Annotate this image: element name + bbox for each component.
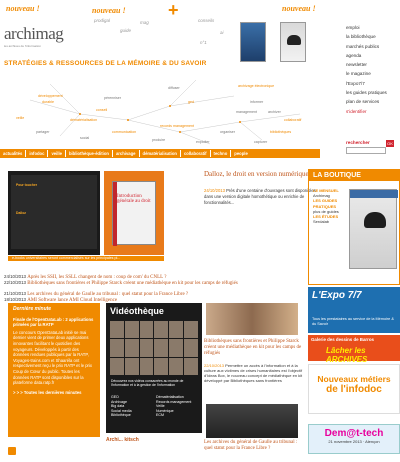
featured-date: 24/10/2013 — [204, 188, 225, 193]
video-keyword[interactable]: Big data — [111, 404, 125, 409]
article-title[interactable]: Bibliothèques sans frontières et Philippe Starck créent une médiathèque en kit pour les camps de réfugiés — [204, 339, 302, 356]
nav-item-techno[interactable]: techno — [211, 150, 232, 157]
demat-title: Dem@t-tech — [324, 428, 384, 439]
diagram-label[interactable]: durable — [42, 100, 54, 104]
video-thumbnail[interactable] — [169, 358, 183, 375]
diagram-label[interactable]: exploiter — [196, 140, 210, 144]
right-menu-item-magazine[interactable]: le magazine — [346, 71, 371, 77]
boutique-item[interactable]: plus de guides — [313, 208, 339, 214]
news-title[interactable]: Après les SSII, les SSLL changent de nom : coup de com' du CNLL ? — [27, 275, 167, 280]
article-image[interactable] — [206, 303, 298, 335]
diagram-label[interactable]: veille — [16, 116, 25, 120]
diagram-label[interactable]: conseil — [96, 108, 108, 112]
nav-item-veille[interactable]: veille — [48, 150, 65, 157]
derniere-subtitle[interactable]: Finale de l'OpenDataLab : 2 applications primées par la RATP — [13, 316, 94, 328]
right-menu-item-bibliotheque[interactable]: la bibliothèque — [346, 34, 376, 40]
videotheque-keywords — [111, 395, 197, 418]
video-thumbnail[interactable] — [184, 339, 198, 356]
video-thumbnail[interactable] — [154, 358, 168, 375]
diagram-label[interactable]: archiver — [268, 110, 281, 114]
news-title[interactable]: Bibliothèques sans frontières et Philippe Starck créent une médiathèque en kit pour les camps de réfugiés — [27, 281, 238, 286]
section-caption[interactable]: Archi... kitsch — [106, 437, 139, 443]
header-tag: mag — [140, 20, 149, 25]
metiers-banner[interactable] — [308, 364, 400, 414]
nav-item-bibliotheque-edition[interactable]: bibliothèque-édition — [66, 150, 113, 157]
right-menu-item-agenda[interactable]: agenda — [346, 52, 362, 58]
boutique-cover[interactable] — [349, 189, 397, 269]
expo-subtitle: Tous les prestataires au service de la Mémoire & du Savoir — [312, 317, 394, 326]
diagram-label[interactable]: bibliothèques — [270, 130, 292, 134]
video-keyword[interactable]: Archivage — [111, 399, 127, 404]
featured-body: Près d'une centaine d'ouvrages sont disponibles dans une version digitale homothétique ou enrichie de fonctionnalités... — [204, 188, 316, 205]
diagram-label[interactable]: pérenniser — [104, 96, 121, 100]
article-image[interactable] — [206, 404, 298, 438]
header-tag: guide — [120, 28, 132, 33]
search-button[interactable]: OK — [387, 141, 393, 146]
nav-item-collaboratif[interactable]: collaboratif — [181, 150, 211, 157]
diagram-label[interactable]: diffuser — [168, 86, 180, 90]
book-spine — [113, 182, 117, 246]
header-tag: prodigal — [94, 18, 111, 23]
nouveau-badge-3: nouveau ! — [282, 4, 316, 13]
video-keyword[interactable]: Dématérialisation — [156, 395, 184, 399]
right-menu-item-emploi[interactable]: emploi — [346, 25, 360, 30]
article-date: 22/10/2013 — [204, 363, 225, 368]
diagram-label[interactable]: archivage électronique — [238, 84, 275, 88]
derniere-more-link[interactable]: > > > Toutes les dernières minutes — [13, 389, 82, 395]
boutique-items — [313, 188, 347, 224]
diagram-label[interactable]: informer — [250, 100, 264, 104]
video-thumbnail[interactable] — [125, 321, 139, 338]
news-title[interactable]: AMI Software lance AMI Cloud Intelligence — [27, 298, 118, 303]
diagram-label[interactable]: capturer — [254, 140, 268, 144]
boutique-item[interactable]: LES ÉTUDES — [313, 214, 339, 220]
video-thumbnail[interactable] — [169, 321, 183, 338]
diagram-label[interactable]: management — [236, 110, 257, 114]
nav-item-archivage[interactable]: archivage — [113, 150, 140, 157]
magazine-cover-thumbnail[interactable] — [240, 22, 266, 62]
site-logo[interactable] — [4, 24, 64, 50]
right-menu-item-guides[interactable]: les guides pratiques — [346, 90, 387, 96]
nav-item-people[interactable]: people — [234, 151, 248, 156]
plus-icon: + — [168, 0, 179, 20]
boutique-header: LA BOUTIQUE — [309, 170, 399, 181]
nouveau-badge-2: nouveau ! — [92, 6, 126, 15]
diagram-label[interactable]: organiser — [220, 130, 235, 134]
metiers-line2: de l'infodoc — [326, 384, 382, 395]
diagram-label[interactable]: records management — [160, 124, 194, 128]
derniere-body: Le concours OpenDataLab initié se mai dernier vient de primer deux applications innovantes facilitant le quotidien des voyageurs. Développés à partir des données rendues publiques par la RATP, Voyages-trains.com et Shaaréla ont respectivement reçu le prix RATP et le prix Coup de Cœur du public. Toutes les données RATP sont disponibles sur la plateforme data.ratp.fr — [13, 329, 92, 386]
bowler-hat-icon — [364, 212, 386, 228]
video-keyword[interactable]: Records management — [156, 399, 192, 404]
video-thumbnail[interactable] — [184, 358, 198, 375]
metiers-line1: Nouveaux métiers — [317, 374, 391, 384]
cover-header-bar — [350, 190, 398, 198]
diagram-label[interactable]: partager — [36, 130, 50, 134]
right-menu-item-services[interactable]: plan de services — [346, 99, 380, 105]
dessins-banner[interactable] — [308, 335, 400, 364]
diagram-label[interactable]: dématérialisation — [70, 118, 98, 122]
derniere-minute-box — [8, 303, 100, 437]
header-tag: n°1 — [200, 40, 207, 45]
nav-item-infodoc[interactable]: infodoc — [26, 150, 48, 157]
video-keyword[interactable]: Social media — [111, 408, 132, 413]
video-thumbnail[interactable] — [140, 339, 154, 356]
news-title[interactable]: Les archives du général de Gaulle au tribunal : quel statut pour la France Libre ? — [27, 292, 189, 297]
video-thumbnail[interactable] — [154, 321, 168, 338]
guide-cover-thumbnail[interactable] — [280, 22, 306, 62]
videotheque-description: Découvrez nos vidéos consacrées au monde de l'information et à la gestion de l'information — [111, 379, 184, 387]
video-thumbnail[interactable] — [140, 321, 154, 338]
video-thumbnail[interactable] — [125, 339, 139, 356]
diagram-label[interactable]: développement — [38, 94, 63, 98]
diagram-label[interactable]: communication — [112, 130, 137, 134]
video-keyword[interactable]: Bibliothèque — [111, 413, 131, 418]
login-link[interactable]: s'identifier — [346, 108, 367, 114]
header-tag: conseils — [198, 18, 215, 23]
dessins-headline: Lâcher les ARCHIVES — [326, 346, 368, 364]
video-thumbnail[interactable] — [110, 321, 124, 338]
featured-book[interactable] — [104, 171, 164, 255]
featured-title[interactable]: Dalloz, le droit en version numérique — [204, 170, 309, 178]
video-thumbnail[interactable] — [154, 339, 168, 356]
nav-item-dematerialisation[interactable]: dématérialisation — [140, 150, 181, 157]
video-thumbnail-grid — [110, 321, 198, 375]
expo-title: L'Expo 7/7 — [312, 290, 362, 301]
demat-banner[interactable] — [308, 424, 400, 454]
video-thumbnail[interactable] — [140, 358, 154, 375]
boutique-item[interactable]: Serdalab — [313, 219, 330, 225]
right-menu-item-marches[interactable]: marchés publics — [346, 43, 380, 49]
right-menu-item-newsletter[interactable]: newsletter — [346, 62, 367, 68]
news-date: 18/10/2013 — [4, 297, 26, 302]
video-thumbnail[interactable] — [110, 358, 124, 375]
boutique-box[interactable] — [308, 169, 400, 285]
right-menu-item-expo[interactable]: l'Expo7/7 — [346, 80, 365, 86]
search-label: rechercher — [346, 140, 370, 145]
featured-image[interactable] — [8, 171, 100, 255]
diagram-label[interactable]: social — [80, 136, 90, 140]
expo-banner[interactable] — [308, 287, 400, 333]
main-nav — [0, 149, 320, 158]
news-date: 24/10/2013 — [4, 274, 26, 279]
boutique-item[interactable]: Archimag — [313, 193, 330, 199]
site-tagline: STRATÉGIES & RESSOURCES DE LA MÉMOIRE & DU SAVOIR — [4, 60, 207, 67]
boutique-item[interactable]: LE MENSUEL — [313, 188, 339, 193]
diagram-label[interactable]: collaboratif — [284, 118, 302, 122]
article-body: Permettre un accès à l'information et à la culture aux victimes de crises humanitaires est l'objectif d'Ideas Box, le nouveau concept de médiathèque en kit développé par Bibliothèques sans frontières — [204, 363, 303, 383]
boutique-item[interactable]: PRATIQUES — [313, 203, 337, 209]
concept-diagram — [0, 70, 320, 148]
featured-image-caption: Pour toucher — [16, 183, 38, 187]
video-thumbnail[interactable] — [110, 339, 124, 356]
diagram-lines — [0, 70, 320, 148]
news-date: 21/10/2013 — [4, 291, 26, 296]
diagram-label[interactable]: produire — [152, 138, 166, 142]
logo-text: archimag — [4, 24, 64, 43]
right-menu — [346, 23, 400, 116]
derniere-heading: Dernière minute — [13, 306, 52, 312]
demat-date: 21 novembre 2013 · Alençon — [328, 439, 380, 444]
video-keyword[interactable]: Numérique — [156, 408, 174, 413]
video-keyword[interactable]: ECM — [156, 413, 164, 418]
videotheque-box[interactable] — [106, 303, 202, 433]
search-input[interactable] — [346, 147, 386, 154]
book-cover — [112, 181, 156, 245]
rss-icon[interactable] — [8, 447, 16, 455]
header-tag: ai — [220, 30, 224, 35]
article-title[interactable]: Les archives du général de Gaulle au tribunal : quel statut pour la France Libre ? — [204, 440, 298, 451]
featured-summary — [204, 188, 316, 206]
bowler-hat-icon — [287, 35, 301, 45]
featured-image-caption: Dalloz — [16, 211, 26, 215]
featured-caption-bar: e-books universitaires seront commercialisés sur les principales pl... — [8, 256, 164, 261]
video-thumbnail[interactable] — [169, 339, 183, 356]
book-title: Introduction générale au droit — [117, 194, 151, 204]
diagram-label[interactable]: ged — [188, 100, 194, 104]
logo-subtitle: les archives de l'information — [4, 44, 41, 48]
nav-item-actualites[interactable]: actualités — [0, 150, 26, 157]
video-thumbnail[interactable] — [125, 358, 139, 375]
video-keyword[interactable]: GED — [111, 395, 119, 399]
dessins-title: Galerie des dessins de Barros — [311, 337, 374, 342]
news-date: 22/10/2013 — [4, 280, 26, 285]
video-keyword[interactable]: Veille — [156, 404, 165, 409]
videotheque-header: Vidéothèque — [110, 306, 164, 316]
list-item[interactable] — [4, 280, 314, 286]
boutique-item[interactable]: LES GUIDES — [313, 198, 338, 204]
article-summary — [204, 363, 304, 383]
video-thumbnail[interactable] — [184, 321, 198, 338]
nouveau-badge-1: nouveau ! — [6, 4, 40, 13]
